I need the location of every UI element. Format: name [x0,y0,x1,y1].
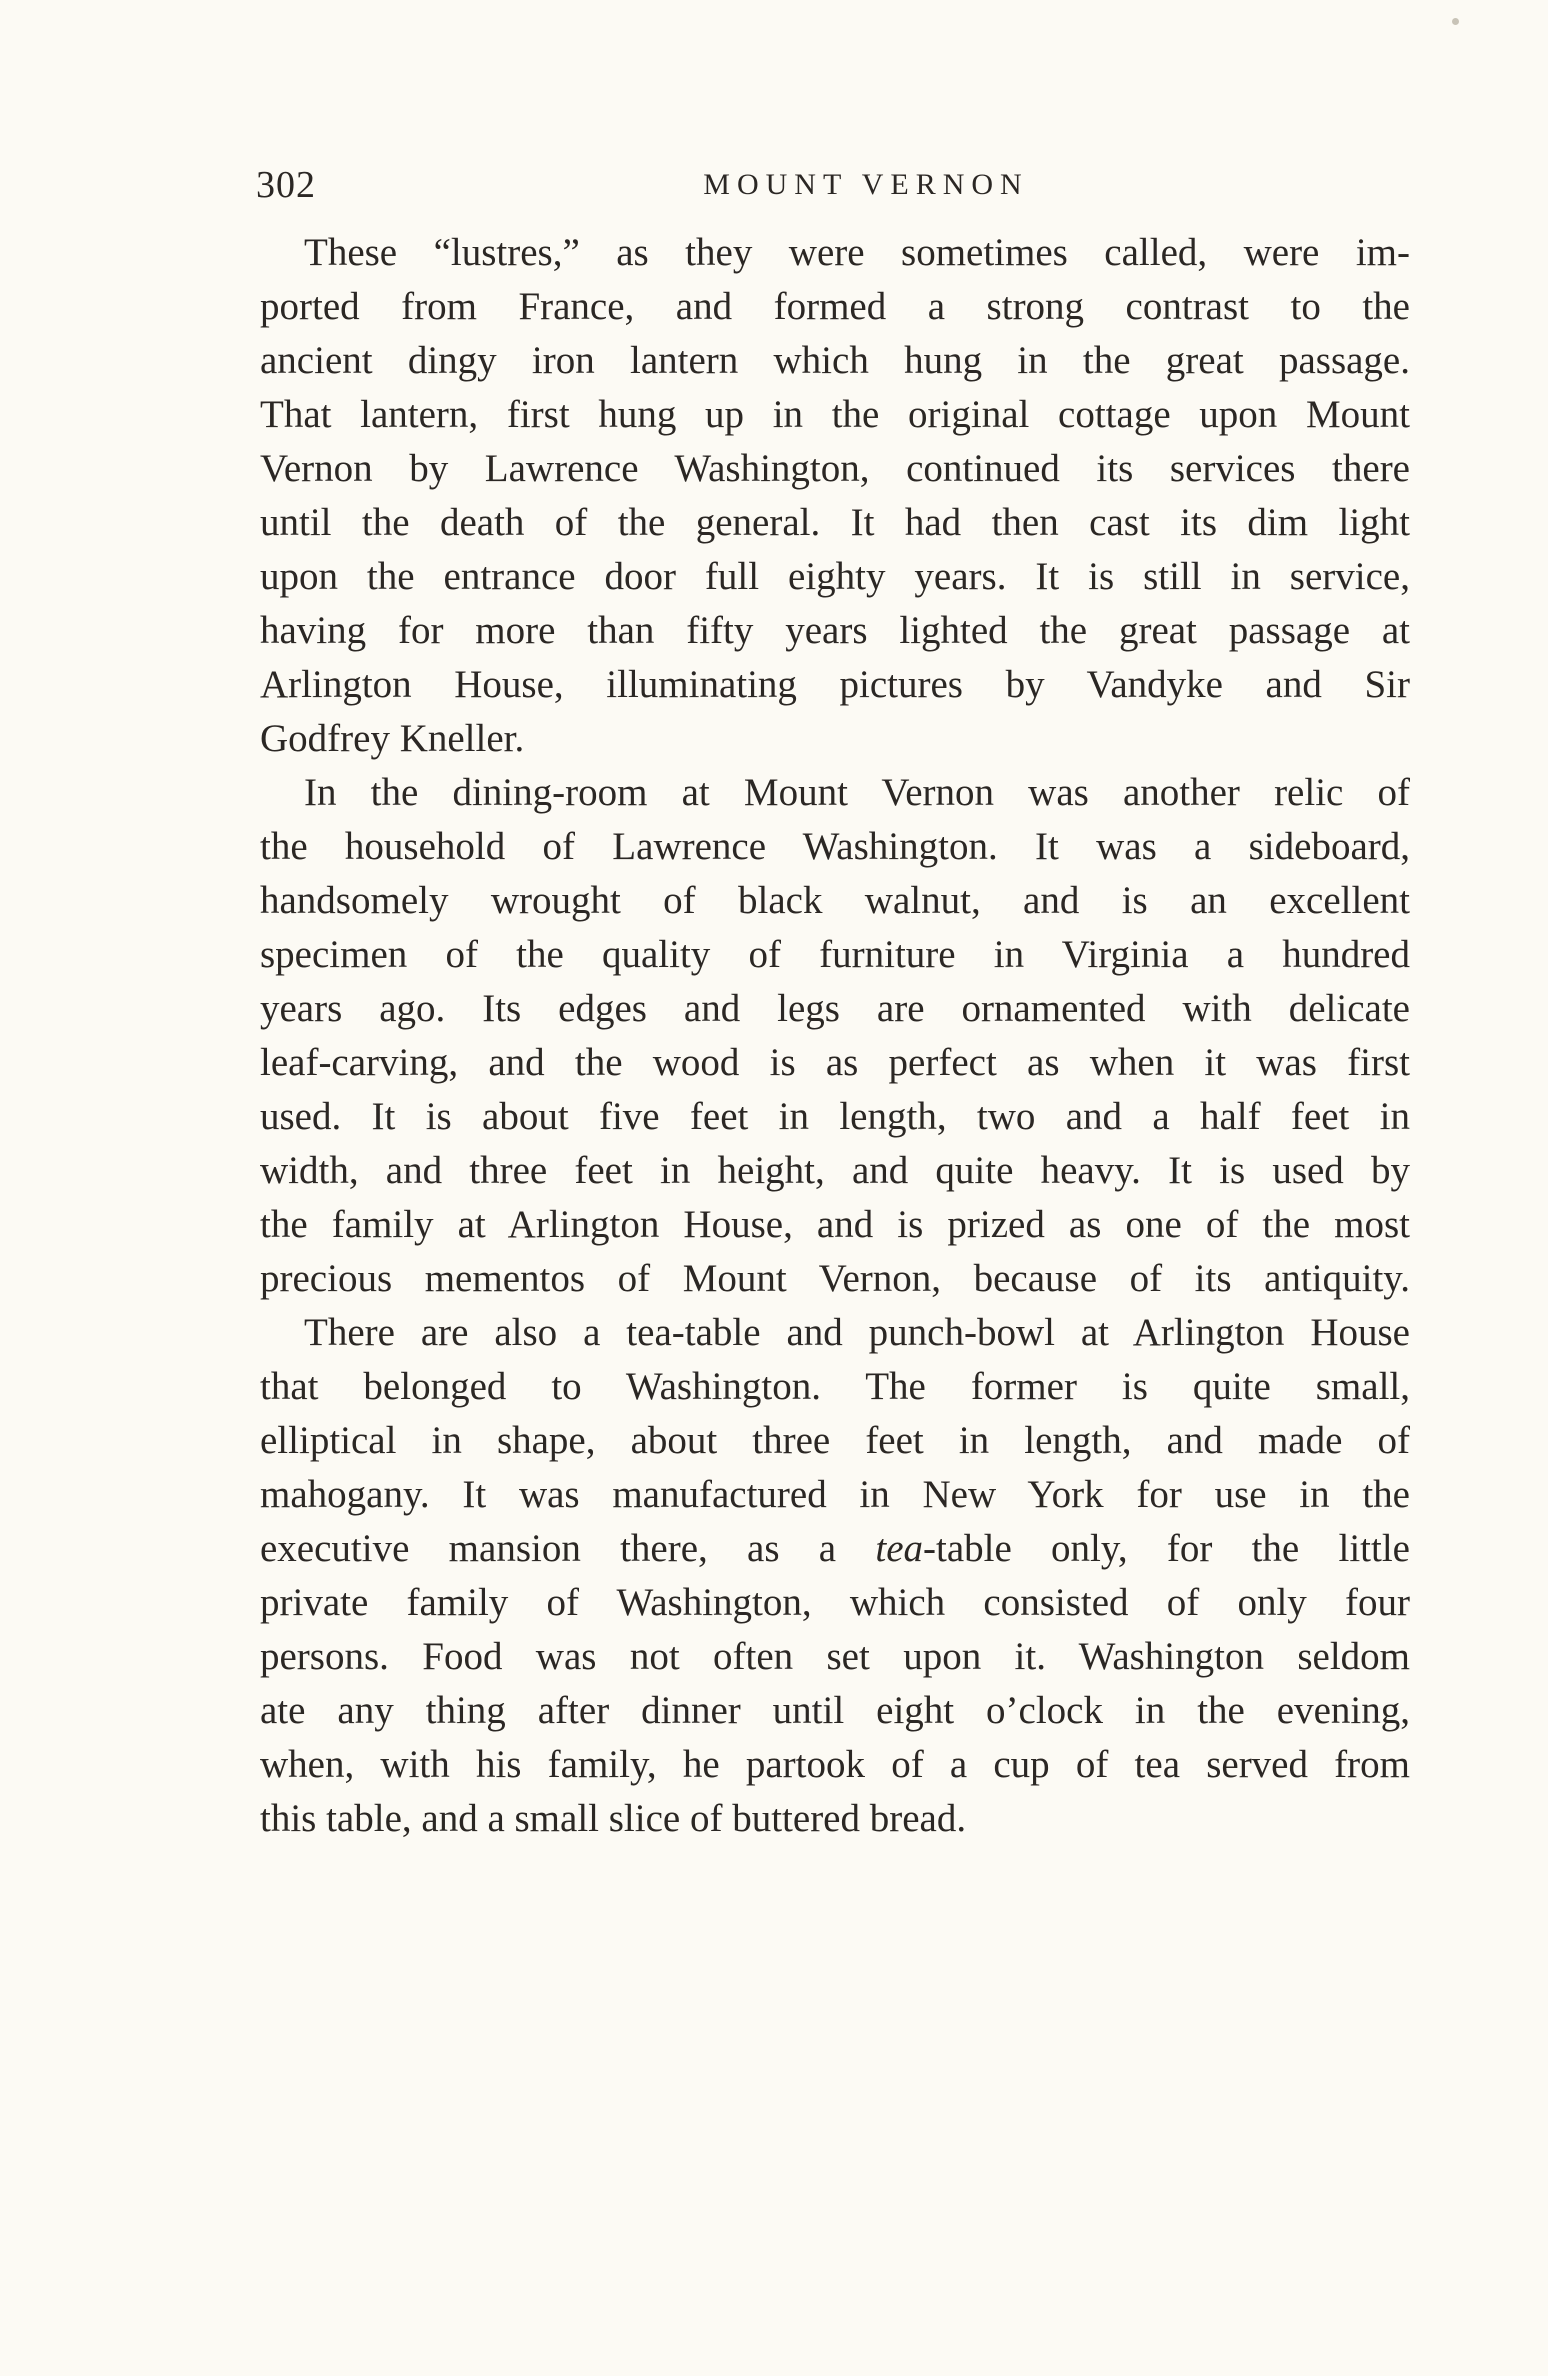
text-line: ate any thing after dinner until eight o’clock in the evening, [260,1689,1410,1732]
text-line: Vernon by Lawrence Washington, continued its services there [260,447,1410,490]
text-line: used. It is about five feet in length, two and a half feet in [260,1095,1410,1138]
text-line: when, with his family, he partook of a cup of tea served from [260,1743,1410,1786]
text-line: specimen of the quality of furniture in Virginia a hundred [260,933,1410,976]
text-line: until the death of the general. It had then cast its dim light [260,501,1410,544]
text-line: That lantern, first hung up in the original cottage upon Mount [260,393,1410,436]
text-line: ported from France, and formed a strong contrast to the [260,285,1410,328]
text-line: Arlington House, illuminating pictures by Vandyke and Sir [260,663,1410,706]
text-line: elliptical in shape, about three feet in length, and made of [260,1419,1410,1462]
text-line: There are also a tea-table and punch-bowl at Arlington House [304,1311,1410,1354]
text-line [260,1522,1410,1576]
running-head [256,160,1406,210]
scan-dot [1452,18,1459,25]
text-line: having for more than fifty years lighted the great passage at [260,609,1410,652]
text-line: handsomely wrought of black walnut, and is an excellent [260,879,1410,922]
text-line: years ago. Its edges and legs are ornamented with delicate [260,987,1410,1030]
italic-word: tea [875,1527,924,1570]
text-line: upon the entrance door full eighty years. It is still in service, [260,555,1410,598]
text-line: In the dining-room at Mount Vernon was another relic of [304,771,1410,814]
text-line: mahogany. It was manufactured in New York for use in the [260,1473,1410,1516]
text-fragment: executive mansion there, as a [260,1527,876,1570]
text-line: Godfrey Kneller. [260,717,525,760]
text-line: precious mementos of Mount Vernon, because of its antiquity. [260,1257,1410,1300]
text-line: width, and three feet in height, and quite heavy. It is used by [260,1149,1410,1192]
text-line: this table, and a small slice of buttered bread. [260,1797,967,1840]
text-line: These “lustres,” as they were sometimes called, were im- [304,231,1410,274]
running-title: MOUNT VERNON [703,168,1029,201]
text-line: the household of Lawrence Washington. It was a sideboard, [260,825,1410,868]
text-line: persons. Food was not often set upon it. Washington seldom [260,1635,1410,1678]
text-fragment: -table only, for the little [923,1527,1410,1570]
text-line: ancient dingy iron lantern which hung in the great passage. [260,339,1410,382]
text-line: leaf-carving, and the wood is as perfect as when it was first [260,1041,1410,1084]
text-line: the family at Arlington House, and is prized as one of the most [260,1203,1410,1246]
page-number: 302 [256,164,316,206]
text-line: that belonged to Washington. The former is quite small, [260,1365,1410,1408]
body-text [260,226,1410,1846]
text-line: private family of Washington, which consisted of only four [260,1581,1410,1624]
